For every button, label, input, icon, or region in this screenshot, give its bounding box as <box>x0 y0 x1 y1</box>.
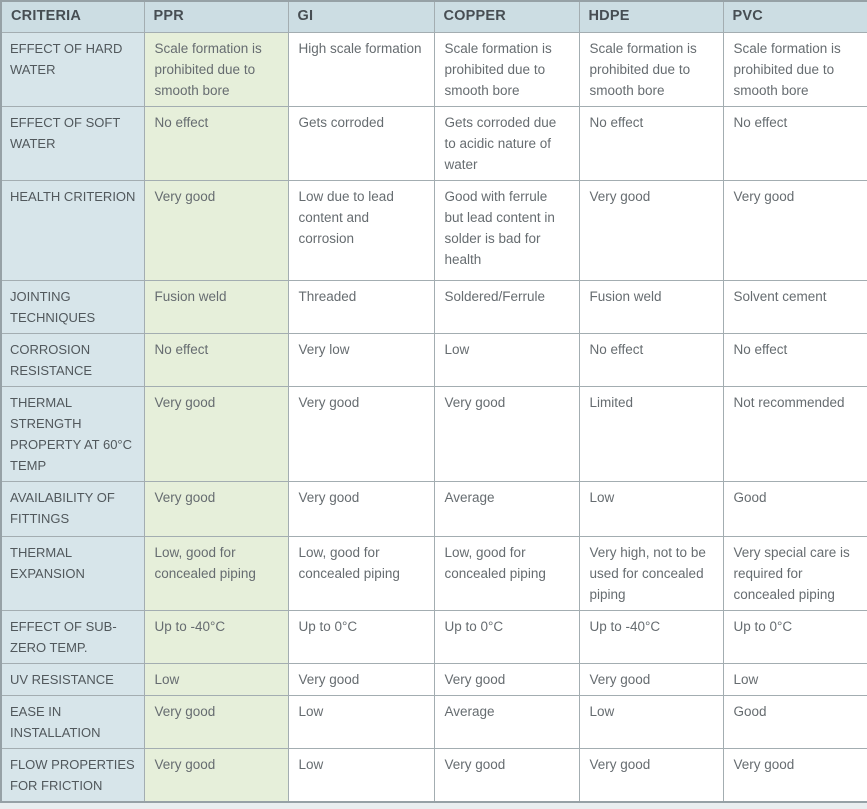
column-header-gi: GI <box>288 1 434 32</box>
column-header-ppr: PPR <box>144 1 288 32</box>
value-cell-hdpe: Low <box>579 481 723 536</box>
value-cell-hdpe: Very good <box>579 663 723 695</box>
value-cell-gi: Threaded <box>288 280 434 333</box>
value-cell-ppr: Up to -40°C <box>144 610 288 663</box>
value-cell-pvc: Not recommended <box>723 386 867 481</box>
value-cell-hdpe: No effect <box>579 333 723 386</box>
value-cell-copper: Very good <box>434 663 579 695</box>
value-cell-ppr: Very good <box>144 481 288 536</box>
value-cell-copper: Gets corroded due to acidic nature of water <box>434 106 579 180</box>
value-cell-copper: Low, good for concealed piping <box>434 536 579 610</box>
value-cell-hdpe: Scale formation is prohibited due to smooth bore <box>579 32 723 106</box>
value-cell-hdpe: No effect <box>579 106 723 180</box>
criteria-cell: EASE IN INSTALLATION <box>1 695 144 748</box>
value-cell-pvc: Good <box>723 481 867 536</box>
value-cell-ppr: Very good <box>144 748 288 802</box>
value-cell-ppr: Fusion weld <box>144 280 288 333</box>
value-cell-gi: High scale formation <box>288 32 434 106</box>
table-row <box>1 180 867 280</box>
value-cell-gi: Low, good for concealed piping <box>288 536 434 610</box>
value-cell-gi: Very good <box>288 663 434 695</box>
criteria-cell: EFFECT OF SOFT WATER <box>1 106 144 180</box>
column-header-criteria: CRITERIA <box>1 1 144 32</box>
value-cell-gi: Low <box>288 695 434 748</box>
value-cell-gi: Gets corroded <box>288 106 434 180</box>
criteria-cell: EFFECT OF HARD WATER <box>1 32 144 106</box>
value-cell-gi: Low due to lead content and corrosion <box>288 180 434 280</box>
value-cell-pvc: Low <box>723 663 867 695</box>
value-cell-pvc: No effect <box>723 333 867 386</box>
table-row <box>1 695 867 748</box>
value-cell-gi: Very good <box>288 481 434 536</box>
value-cell-pvc: Up to 0°C <box>723 610 867 663</box>
criteria-cell: FLOW PROPERTIES FOR FRICTION <box>1 748 144 802</box>
value-cell-pvc: Very special care is required for concealed piping <box>723 536 867 610</box>
value-cell-ppr: Low, good for concealed piping <box>144 536 288 610</box>
value-cell-hdpe: Very high, not to be used for concealed piping <box>579 536 723 610</box>
value-cell-ppr: Very good <box>144 180 288 280</box>
column-header-pvc: PVC <box>723 1 867 32</box>
criteria-cell: EFFECT OF SUB-ZERO TEMP. <box>1 610 144 663</box>
value-cell-pvc: Scale formation is prohibited due to smooth bore <box>723 32 867 106</box>
value-cell-ppr: Low <box>144 663 288 695</box>
value-cell-copper: Good with ferrule but lead content in solder is bad for health <box>434 180 579 280</box>
value-cell-hdpe: Very good <box>579 748 723 802</box>
value-cell-gi: Very low <box>288 333 434 386</box>
criteria-cell: CORROSION RESISTANCE <box>1 333 144 386</box>
value-cell-gi: Very good <box>288 386 434 481</box>
value-cell-ppr: Very good <box>144 386 288 481</box>
value-cell-ppr: Very good <box>144 695 288 748</box>
column-header-hdpe: HDPE <box>579 1 723 32</box>
table-row <box>1 386 867 481</box>
value-cell-pvc: No effect <box>723 106 867 180</box>
value-cell-ppr: No effect <box>144 333 288 386</box>
value-cell-pvc: Very good <box>723 748 867 802</box>
table-row <box>1 748 867 802</box>
table-row <box>1 280 867 333</box>
table-row <box>1 536 867 610</box>
value-cell-copper: Up to 0°C <box>434 610 579 663</box>
value-cell-pvc: Very good <box>723 180 867 280</box>
table-row <box>1 106 867 180</box>
table-row <box>1 610 867 663</box>
table-row <box>1 481 867 536</box>
value-cell-gi: Up to 0°C <box>288 610 434 663</box>
criteria-cell: JOINTING TECHNIQUES <box>1 280 144 333</box>
value-cell-hdpe: Fusion weld <box>579 280 723 333</box>
criteria-cell: UV RESISTANCE <box>1 663 144 695</box>
table-row <box>1 663 867 695</box>
value-cell-copper: Very good <box>434 386 579 481</box>
value-cell-ppr: Scale formation is prohibited due to smooth bore <box>144 32 288 106</box>
value-cell-copper: Average <box>434 695 579 748</box>
value-cell-hdpe: Limited <box>579 386 723 481</box>
bottom-strip <box>0 803 867 809</box>
value-cell-copper: Low <box>434 333 579 386</box>
value-cell-hdpe: Up to -40°C <box>579 610 723 663</box>
table-body <box>1 32 867 802</box>
value-cell-hdpe: Low <box>579 695 723 748</box>
value-cell-copper: Soldered/Ferrule <box>434 280 579 333</box>
column-header-copper: COPPER <box>434 1 579 32</box>
value-cell-copper: Scale formation is prohibited due to smooth bore <box>434 32 579 106</box>
value-cell-copper: Very good <box>434 748 579 802</box>
header-row <box>1 1 867 32</box>
value-cell-copper: Average <box>434 481 579 536</box>
criteria-cell: AVAILABILITY OF FITTINGS <box>1 481 144 536</box>
value-cell-ppr: No effect <box>144 106 288 180</box>
criteria-cell: THERMAL EXPANSION <box>1 536 144 610</box>
table-row <box>1 333 867 386</box>
criteria-cell: THERMAL STRENGTH PROPERTY AT 60°C TEMP <box>1 386 144 481</box>
value-cell-pvc: Solvent cement <box>723 280 867 333</box>
value-cell-gi: Low <box>288 748 434 802</box>
value-cell-pvc: Good <box>723 695 867 748</box>
value-cell-hdpe: Very good <box>579 180 723 280</box>
table-row <box>1 32 867 106</box>
criteria-cell: HEALTH CRITERION <box>1 180 144 280</box>
